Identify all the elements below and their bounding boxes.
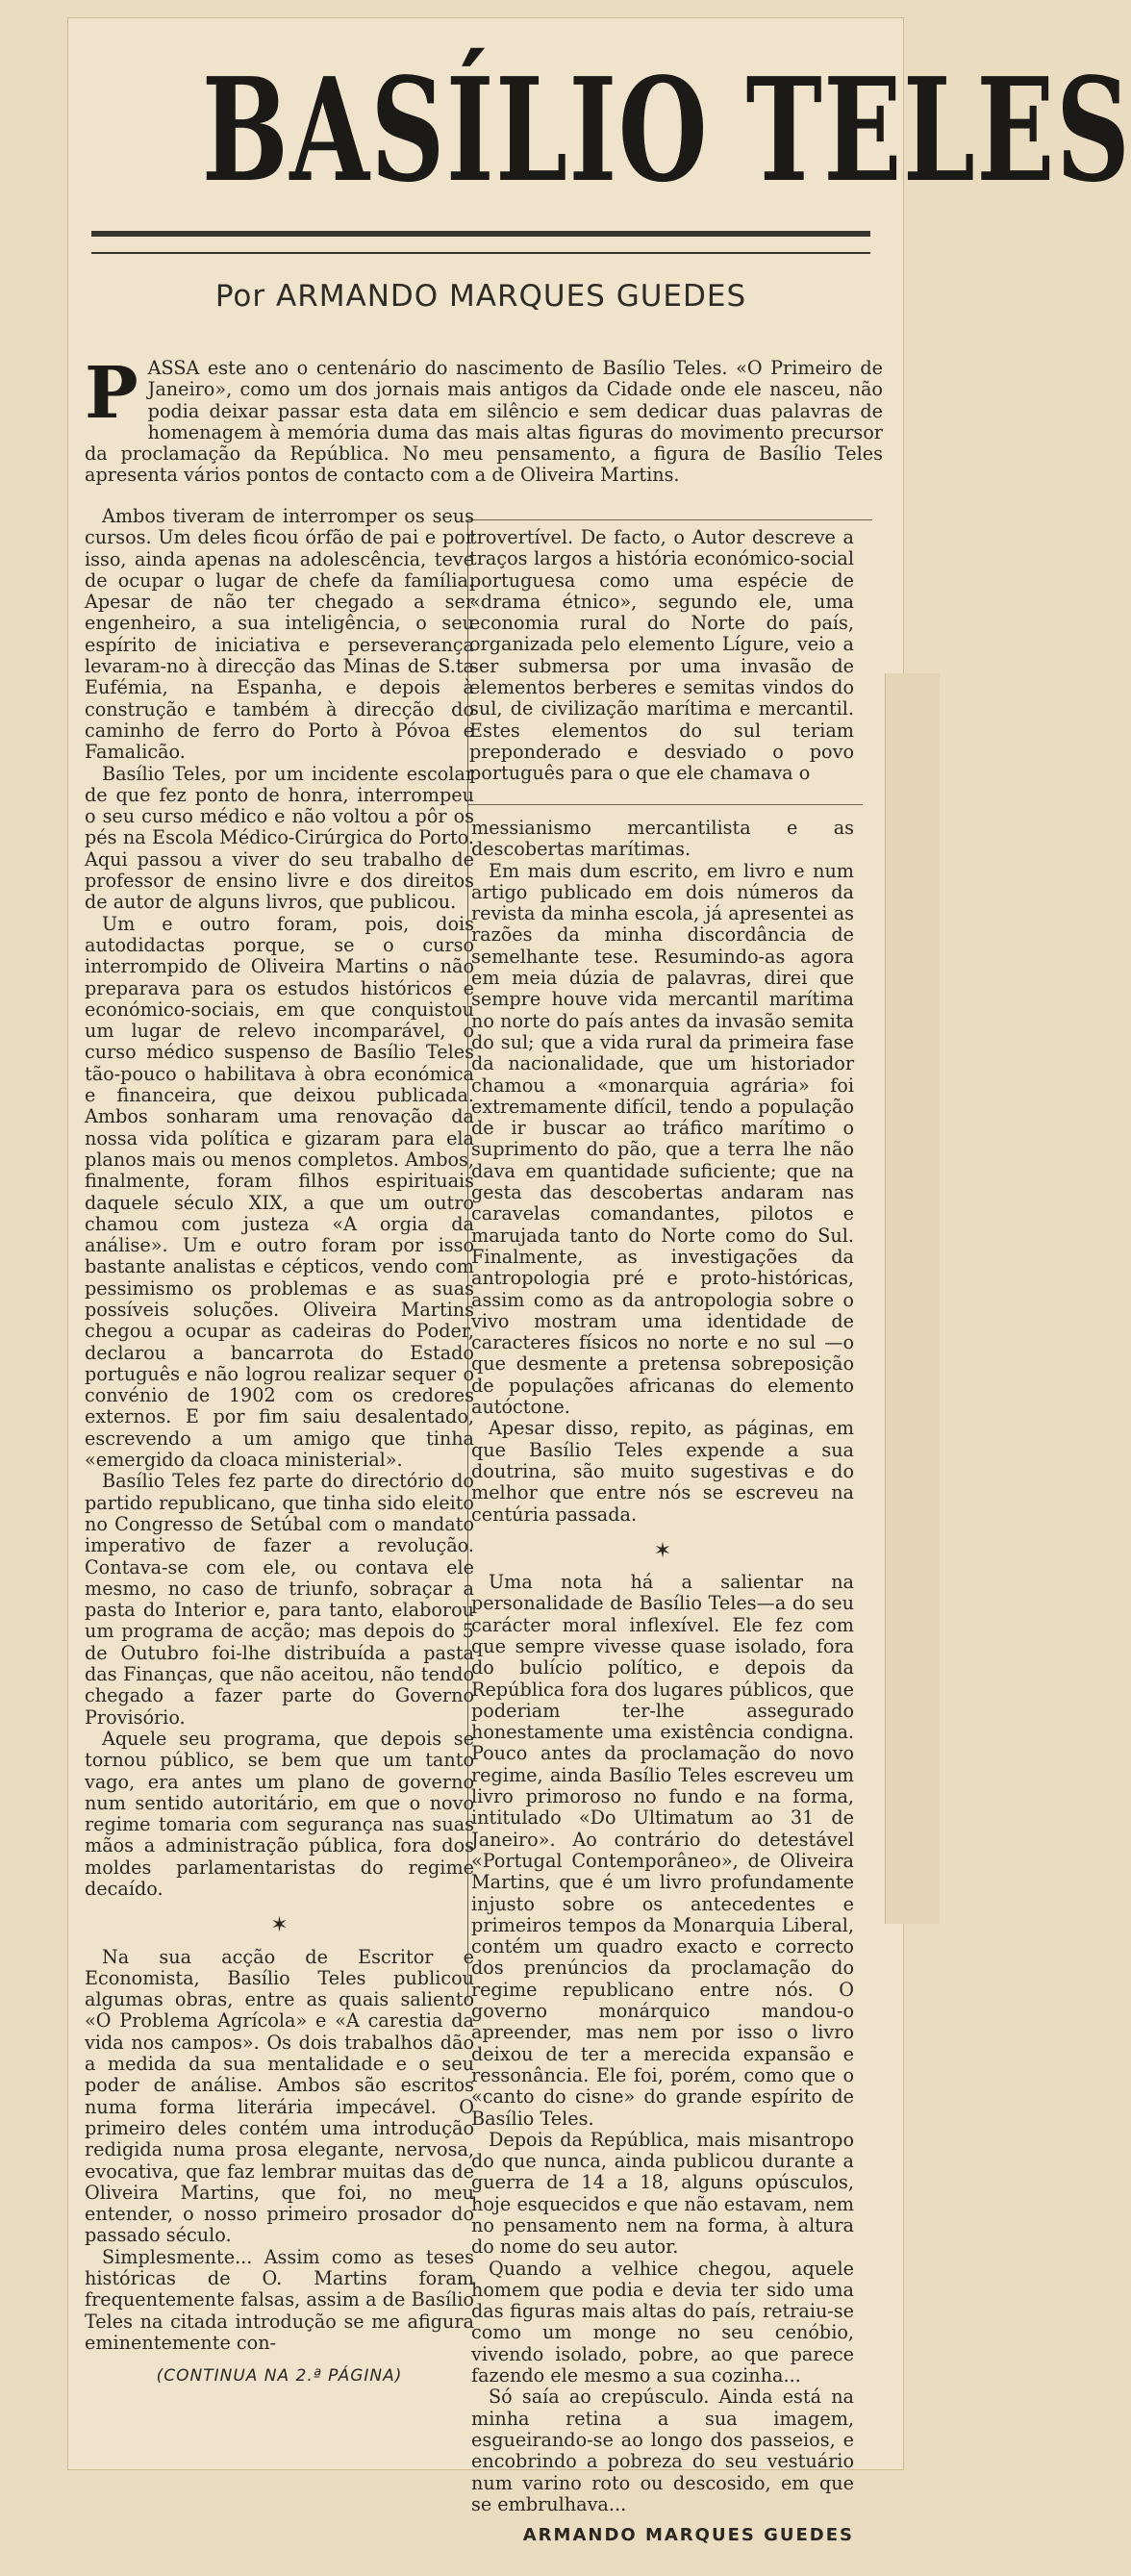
paragraph: Aquele seu programa, que depois se tornou público, se bem que um tanto vago, era antes um plano de governo num sentido autoritário, em que o novo regime tomaria com segurança nas suas mãos a administração pública, fora dos moldes parlamentaristas do regime decaído. — [85, 1727, 474, 1900]
clipping-cut-line — [468, 804, 863, 805]
paragraph: trovertível. De facto, o Autor descreve a traços largos a história económico-social portuguesa como uma espécie de «drama étnico», segundo ele, uma economia rural do Norte do país, organizada pelo elemento Lígure, veio a ser submersa por uma invasão de elementos berberes e semitas vindos do sul, de civilização marítima e mercantil. Estes elementos do sul teriam preponderado e desviado o povo português para o que ele chamava o — [469, 526, 854, 785]
column-left — [85, 506, 474, 2387]
section-star: ✶ — [653, 1538, 672, 1563]
paragraph: Depois da República, mais misantropo do que nunca, ainda publicou durante a guerra de 14 a 18, alguns opúsculos, hoje esquecidos e que não estavam, nem no pensamento nem na forma, à altura do nome do seu autor. — [471, 2128, 854, 2259]
paragraph: Quando a velhice chegou, aquele homem que podia e devia ter sido uma das figuras mais altas do país, retraiu-se como um monge no seu cenóbio, vivendo isolado, pobre, ao que parece fazendo ele mesmo a sua cozinha... — [471, 2257, 854, 2387]
section-star: ✶ — [270, 1913, 289, 1938]
paragraph: Basílio Teles, por um incidente escolar de que fez ponto de honra, interrompeu o seu curso médico e não voltou a pôr os pés na Escola Médico-Cirúrgica do Porto. Aqui passou a viver do seu trabalho de professor de ensino livre e dos direitos de autor de alguns livros, que publicou. — [85, 762, 474, 914]
paragraph: Basílio Teles fez parte do directório do partido republicano, que tinha sido eleito no Congresso de Setúbal com o mandato imperativo de fazer a revolução. Contava-se com ele, ou contava ele mesmo, no caso de triunfo, sobraçar a pasta do Interior e, para tanto, elaborou um programa de acção; mas depois do 5 de Outubro foi-lhe distribuída a pasta das Finanças, que não aceitou, não tendo chegado a fazer parte do Governo Provisório. — [85, 1470, 474, 1729]
column-right — [471, 818, 854, 2546]
byline: Por ARMANDO MARQUES GUEDES — [214, 279, 747, 314]
continuation-note: (CONTINUA NA 2.ª PÁGINA) — [156, 2366, 403, 2387]
paragraph: Apesar disso, repito, as páginas, em que Basílio Teles expende a sua doutrina, são muito sugestivas e do melhor que entre nós se escreveu na centúria passada. — [471, 1417, 854, 1526]
column-right-top — [469, 527, 854, 785]
adjacent-clipping-strip — [885, 673, 940, 1924]
drop-cap: P — [85, 352, 138, 435]
paragraph: Ambos tiveram de interromper os seus cursos. Um deles ficou órfão de pai e por isso, ainda apenas na adolescência, teve de ocupar o lugar de chefe da família. Apesar de não ter chegado a ser engenheiro, a sua inteligência, o seu espírito de iniciativa e perseverança levaram-no à direcção das Minas de S.ta Eufémia, na Espanha, e depois à construção e também à direcção do caminho de ferro do Porto à Póvoa e Famalicão. — [85, 505, 474, 764]
paragraph: Uma nota há a salientar na personalidade de Basílio Teles—a do seu carácter moral inflexível. Ele fez com que sempre vivesse quase isolado, fora do bulício político, e depois da República fora dos lugares públicos, que poderiam ter-lhe assegurado honestamente uma existência condigna. Pouco antes da proclamação do novo regime, ainda Basílio Teles escreveu um livro primoroso no fundo e na forma, intitulado «Do Ultimatum ao 31 de Janeiro». Ao contrário do detestável «Portugal Contemporâneo», de Oliveira Martins, que é um livro profundamente injusto sobre os antecedentes e primeiros tempos da Monarquia Liberal, contém um quadro exacto e correcto dos prenúncios da proclamação do regime republicano entre nós. O governo monárquico mandou-o apreender, mas nem por isso o livro deixou de ter a merecida expansão e ressonância. Ele foi, porém, como que o «canto do cisne» do grande espírito de Basílio Teles. — [471, 1571, 854, 2130]
paragraph: Em mais dum escrito, em livro e num artigo publicado em dois números da revista da minha escola, já apresentei as razões da minha discordância de semelhante tese. Resumindo-as agora em meia dúzia de palavras, direi que sempre houve vida mercantil marítima no norte do país antes da invasão semita do sul; que a vida rural da primeira fase da nacionalidade, que um historiador chamou a «monarquia agrária» foi extremamente difícil, tendo a população de ir buscar ao tráfico marítimo o suprimento do pão, que a terra lhe não dava em quantidade suficiente; que na gesta das descobertas andaram nas caravelas comandantes, pilotos e marujada tanto do Norte como do Sul. Finalmente, as investigações da antropologia pré e proto-históricas, assim como as da antropologia sobre o vivo mostram uma identidade de caracteres físicos no norte e no sul —o que desmente a pretensa sobreposição de populações africanas do elemento autóctone. — [471, 859, 854, 1419]
paragraph: Só saía ao crepúsculo. Ainda está na minha retina a sua imagem, esgueirando-se ao longo dos passeios, e encobrindo a pobreza do seu vestuário num varino roto ou descosido, em que se embrulhava... — [471, 2386, 854, 2515]
paragraph: messianismo mercantilista e as descobertas marítimas. — [471, 817, 854, 861]
paragraph: Simplesmente... Assim como as teses históricas de O. Martins foram frequentemente falsas, assim a de Basílio Teles na citada introdução se me afigura eminentemente con- — [85, 2245, 474, 2354]
intro-paragraph — [85, 352, 883, 487]
article-title: BASÍLIO TELES — [201, 46, 1131, 214]
headline-block — [91, 38, 1131, 221]
paragraph: Um e outro foram, pois, dois autodidactas porque, se o curso interrompido de Oliveira Martins o não preparava para os estudos históricos e económico-sociais, em que conquistou um lugar de relevo incomparável, o curso médico suspenso de Basílio Teles tão-pouco o habilitava à obra económica e financeira, que deixou publicada. Ambos sonharam uma renovação da nossa vida política e gizaram para ela planos mais ou menos completos. Ambos, finalmente, foram filhos espirituais daquele século XIX, a que um outro chamou com justeza «A orgia da análise». Um e outro foram por isso bastante analistas e cépticos, vendo com pessimismo os problemas e as suas possíveis soluções. Oliveira Martins chegou a ocupar as cadeiras do Poder, declarou a bancarrota do Estado português e não logrou realizar sequer o convénio de 1902 com os credores externos. E por fim saiu desalentado, escrevendo a um amigo que tinha «emergido da cloaca ministerial». — [85, 912, 474, 1472]
clipping-cut-line — [468, 519, 872, 520]
headline-rule — [91, 231, 870, 254]
author-signature: ARMANDO MARQUES GUEDES — [522, 2525, 854, 2546]
paragraph: Na sua acção de Escritor e Economista, Basílio Teles publicou algumas obras, entre as quais saliento «O Problema Agrícola» e «A carestia da vida nos campos». Os dois trabalhos dão a medida da sua mentalidade e o seu poder de análise. Ambos são escritos numa forma literária impecável. O primeiro deles contém uma introdução redigida numa prosa elegante, nervosa, evocativa, que faz lembrar muitas das de Oliveira Martins, que foi, no meu entender, o nosso primeiro prosador do passado século. — [85, 1945, 474, 2247]
intro-text: ASSA este ano o centenário do nascimento de Basílio Teles. «O Primeiro de Janeiro», como um dos jornais mais antigos da Cidade onde ele nasceu, não podia deixar passar esta data em silêncio e sem dedicar duas palavras de homenagem à memória duma das mais altas figuras do movimento precursor da proclamação da República. No meu pensamento, a figura de Basílio Teles apresenta vários pontos de contacto com a de Oliveira Martins. — [85, 357, 883, 487]
